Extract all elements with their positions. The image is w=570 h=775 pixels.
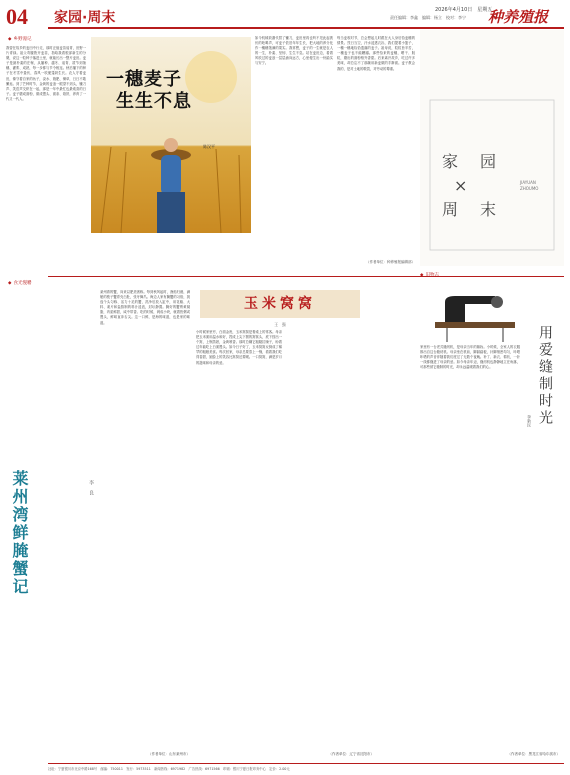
editor-credits: 责任编辑：李鑫 编辑：杨立 校对：李宁 (390, 15, 466, 20)
banner-line2: × (454, 176, 471, 195)
column-label: ◆ 旧物志 (420, 272, 439, 278)
corn-title: 玉米窝窝 (244, 296, 316, 312)
page-footer: 社址：宁夏银川市北京中路168号 邮编：750011 发行：5973511 新闻热线：6971982 广告热线：6971566 印刷：银川宁夏日报印务中心 定价：2.00元 (48, 763, 564, 771)
wheat-signature: （作者单位：种养殖报编辑部） (366, 260, 415, 264)
sewing-body: 家里有一台老式缝纫机，是母亲当年的嫁妆。小时候，全家人的衣服都出自这台缝纫机。母亲坐在机前，脚踩踏板，针脚细密均匀，咔嗒咔嗒的声音伴随着我们度过了无数个夜晚。补丁、新衣、棉袄，一针一线都缝进了母亲的爱。如今母亲年迈，缝纫机也静静地立在角落，可那些被它缝制的时光，却永远温暖着我们的心。 (420, 345, 520, 370)
column-label: ◆ 食光慢嚼 (8, 280, 31, 286)
laizhou-body: 莱州湾的蟹，向来以肥美著称。每到秋风起时，渔船归港，满舱的梭子蟹青壳白肚，张牙舞爪。海边人家有腌蟹的习俗，挑选个头匀称、活力十足的蟹，洗净后放入缸中，用花椒、大料、姜片和盐熬制的料汁浸泡，封坛静置。腌好的蟹膏黄凝脂，肉质鲜甜，咸中带香。吃的时候，剁成小块，就着热粥或馒头，鲜味直冲舌尖。这一口鲜，是海的味道，也是家的味道。 (100, 290, 190, 325)
banner-line1: 家 园 (442, 152, 500, 171)
section-divider (48, 276, 564, 277)
banner-line3: 周 末 (442, 200, 500, 219)
laizhou-signature: （作者单位：山东莱州市） (148, 752, 190, 756)
banner-decoration (420, 30, 564, 266)
poster-title-line2: 生生不息 (116, 91, 192, 112)
newspaper-logo: 种养殖报 (488, 8, 549, 26)
poster-author: 陈汉平 (203, 144, 215, 149)
corn-signature: （作者单位：辽宁省沈阳市） (328, 752, 374, 756)
sewing-title: 用爱缝制时光 (537, 325, 553, 427)
wheat-body-right: 每当麦收时节，总会想起儿时跟在大人身后拾麦穗的情景。烈日当空，汗水浸透衣衫，我们提着小篮子，一穗一穗地捡拾遗落的麦子。祖母说，粒粒皆辛苦，一穗麦子也不能糟蹋。那些拾来的麦穗，晒干、脱粒，磨出的面粉格外香甜。后来离开故乡，吃过许多美味，却总忘不了那碗用新麦做的手擀面。麦子教会我的，是对土地的敬畏，对劳动的尊重。 (337, 36, 415, 71)
banner-title (442, 150, 499, 222)
sewing-signature: （作者单位：黑龙江省哈尔滨市） (507, 752, 560, 756)
header-rule (48, 27, 564, 29)
wheat-illustration (91, 37, 251, 233)
poster-title-line1: 一穗麦子 (106, 69, 182, 90)
corn-body-left: 小时候家里穷，白面金贵，玉米窝窝是餐桌上的常客。母亲把玉米面用温水和好，捏成上尖下圆的窝窝头，底下按出一个窝，上锅蒸熟，金黄喷香。那时总嫌它粗糙拉嗓子，盼着过年能吃上白面馒头。如今日子好了，玉米窝窝反倒成了稀罕的粗粮美食。每次回家，母亲总要蒸上一锅，看着我们吃得香甜，她脸上的笑容比窝窝还要暖。一口窝窝，满是岁月的滋味和母亲的爱。 (196, 330, 282, 365)
wheat-body-mid: 如今机械收割代替了镰刀，麦田里再也听不见此起彼伏的吆喝声，可麦子依旧年年生长，把大地的养分化作一穗穗饱满的果实。我常想，麦子的一生就是农人的一生，朴素、坚韧、生生不息。站在麦田边，看着风吹过的麦浪一层层涌向远方，心里便生出一份踏实与安宁。 (255, 36, 333, 66)
section-title: 家园·周末 (54, 10, 116, 26)
issue-date: 2026年4月10日 星期五 (435, 7, 493, 13)
page-number: 04 (6, 4, 28, 29)
column-label: ◆ 乡野漫记 (8, 36, 31, 42)
wheat-body-left: 我曾在故乡的麦田中行走，那时正值麦苗返青，田野一片青绿。祖父弯腰拨开麦苗，指给我看根部新生的分蘖，说这一粒种子落进土里，就能长出一整片麦田。麦子是最朴素的庄稼，从播种、越冬、返青、拔节到抽穗、灌浆、成熟，每一步都与节令相连。秋后播下的种子在冬雪中蛰伏，春风一吹便蓬勃生长。农人守着麦田，像守着自家的孩子，浇水、施肥、锄草，日日不敢懈怠。到了芒种时节，金黄的麦浪一眼望不到头，镰刀声、笑语声交织在一起，那是一年中最忙也最欢喜的日子。麦子磨成面粉，做成馒头、面条、烙饼，养育了一代又一代人。 (6, 46, 86, 101)
corn-title-box (200, 290, 360, 327)
sewing-machine-illustration (425, 282, 525, 342)
laizhou-title: 莱州湾鲜腌蟹记 (10, 470, 29, 596)
sewing-machine-icon (425, 282, 525, 342)
corn-body-right (288, 330, 374, 750)
sewing-author: 李新民 (527, 415, 532, 427)
column-banner (420, 30, 564, 266)
corn-author: 王 强 (274, 322, 286, 327)
laizhou-author: 李 良 (88, 480, 94, 495)
banner-pinyin: JIAYUAN ZHOUMO (520, 180, 539, 191)
